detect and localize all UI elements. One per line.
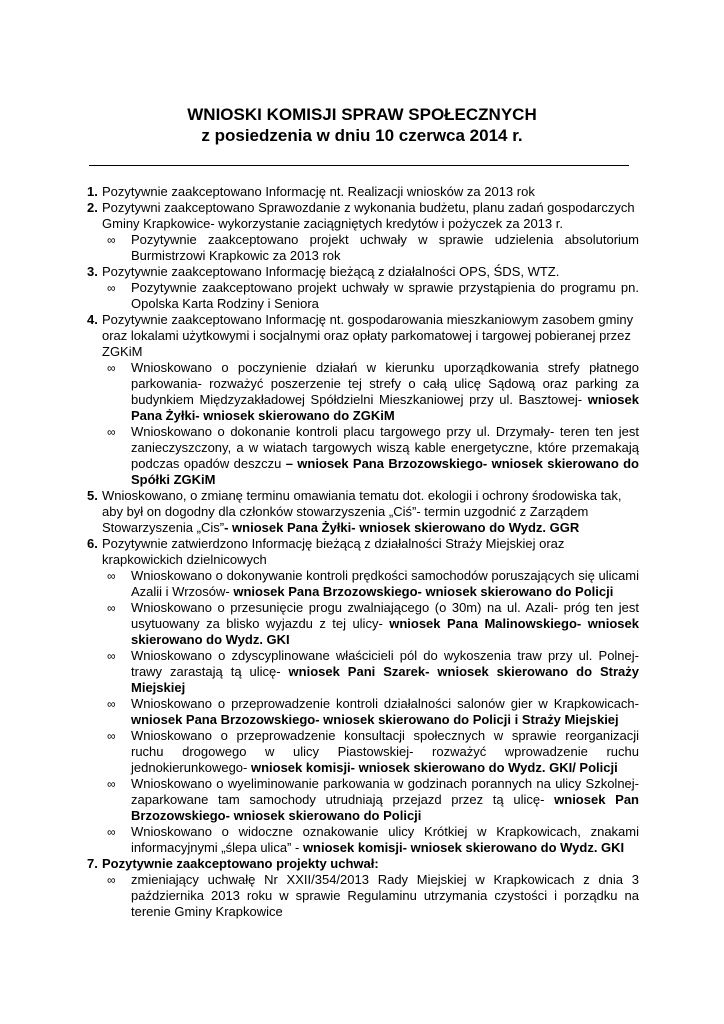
- sub-item: [87, 728, 639, 776]
- title-line-1: WNIOSKI KOMISJI SPRAW SPOŁECZNYCH: [187, 105, 537, 124]
- item-number: 2.: [87, 200, 98, 215]
- sub-item-conclusion: wniosek Pan Brzozowskiego- wniosek skierowano do Policji: [131, 792, 639, 823]
- item-body: Pozytywnie zaakceptowano Informację nt. Realizacji wniosków za 2013 rok: [102, 184, 535, 199]
- item-text: [102, 312, 639, 360]
- item-number: 5.: [87, 488, 98, 503]
- sub-item-body: Pozytywnie zaakceptowano projekt uchwały w sprawie udzielenia absolutorium Burmistrzowi Krapkowic za 2013 rok: [131, 232, 639, 263]
- infinity-bullet-icon: ∞: [107, 233, 116, 247]
- item-body: Wnioskowano, o zmianę terminu omawiania tematu dot. ekologii i ochrony środowiska tak, aby był on dogodny dla członków stowarzyszenia „Ciś”- termin uzgodnić z Zarządem Stowarzyszenia „Cis”: [102, 488, 622, 535]
- item-body: Pozytywni zaakceptowano Sprawozdanie z wykonania budżetu, planu zadań gospodarczych Gminy Krapkowice- wykorzystanie zaciągniętych kredytów i pożyczek za 2013 r.: [102, 200, 635, 231]
- item-number: 6.: [87, 536, 98, 551]
- item-text: [102, 856, 639, 872]
- infinity-bullet-icon: ∞: [107, 569, 116, 583]
- sub-item: [87, 776, 639, 824]
- list-item: [87, 488, 639, 536]
- infinity-bullet-icon: ∞: [107, 649, 116, 663]
- sub-item: [87, 824, 639, 856]
- sub-item-conclusion: wniosek Pana Brzozowskiego- wniosek skierowano do Policji: [233, 584, 614, 599]
- list-item: [87, 200, 639, 232]
- sub-item-conclusion: wniosek komisji- wniosek skierowano do Wydz. GKI/ Policji: [250, 760, 618, 775]
- motions-list: [87, 184, 639, 920]
- sub-item: [87, 568, 639, 600]
- list-item: [87, 856, 639, 872]
- sub-item-text: [131, 824, 639, 856]
- sub-item-text: [131, 696, 639, 728]
- sub-item-body: Wnioskowano o poczynienie działań w kierunku uporządkowania strefy płatnego parkowania- rozważyć poszerzenie tej strefy o całą ulicę Sądową oraz parking za budynkiem Międzyzakładowej Spółdzielni Mieszkaniowej przy ul. Basztowej-: [131, 360, 639, 407]
- item-number: 3.: [87, 264, 98, 279]
- sub-item-body: Pozytywnie zaakceptowano projekt uchwały w sprawie przystąpienia do programu pn. Opolska Karta Rodziny i Seniora: [131, 280, 639, 311]
- item-number: 4.: [87, 312, 98, 327]
- sub-item-text: [131, 568, 639, 600]
- item-body: Pozytywnie zaakceptowano Informację bieżącą z działalności OPS, ŚDS, WTZ.: [102, 264, 560, 279]
- infinity-bullet-icon: ∞: [107, 697, 116, 711]
- sub-item-body: Wnioskowano o widoczne oznakowanie ulicy Krótkiej w Krapkowicach, znakami informacyjnymi „ślepa ulica” -: [131, 824, 639, 855]
- item-text: [102, 536, 639, 568]
- sub-item-conclusion: wniosek Pani Szarek- wniosek skierowano do Straży Miejskiej: [131, 664, 639, 695]
- list-item: [87, 264, 639, 280]
- item-conclusion: - wniosek Pana Żyłki- wniosek skierowano do Wydz. GGR: [224, 520, 580, 535]
- infinity-bullet-icon: ∞: [107, 729, 116, 743]
- title-underline: [89, 165, 629, 166]
- sub-item-text: [131, 648, 639, 696]
- sub-item-body: Wnioskowano o dokonywanie kontroli prędkości samochodów poruszających się ulicami Azalii i Wrzosów-: [131, 568, 639, 599]
- sub-item-conclusion: – wniosek Pana Brzozowskiego- wniosek skierowano do Spółki ZGKiM: [131, 456, 639, 487]
- sub-item: [87, 424, 639, 488]
- infinity-bullet-icon: ∞: [107, 425, 116, 439]
- infinity-bullet-icon: ∞: [107, 361, 116, 375]
- list-item: [87, 184, 639, 200]
- sub-item-text: [131, 280, 639, 312]
- sub-item-text: [131, 776, 639, 824]
- item-text: [102, 264, 639, 280]
- list-item: [87, 536, 639, 568]
- infinity-bullet-icon: ∞: [107, 873, 116, 887]
- title-line-2: z posiedzenia w dniu 10 czerwca 2014 r.: [201, 126, 523, 145]
- sub-item-body: zmieniający uchwałę Nr XXII/354/2013 Rady Miejskiej w Krapkowicach z dnia 3 października 2013 roku w sprawie Regulaminu utrzymania czystości i porządku na terenie Gminy Krapkowice: [131, 872, 639, 919]
- sub-item: [87, 232, 639, 264]
- sub-item-body: Wnioskowano o przeprowadzenie kontroli działalności salonów gier w Krapkowicach-: [131, 696, 639, 711]
- infinity-bullet-icon: ∞: [107, 825, 116, 839]
- sub-item-body: Wnioskowano o dokonanie kontroli placu targowego przy ul. Drzymały- teren ten jest zanieczyszczony, a w wiatach targowych wiszą kable energetyczne, które przemakają podczas opadów deszczu: [131, 424, 639, 471]
- infinity-bullet-icon: ∞: [107, 777, 116, 791]
- sub-item-conclusion: wniosek Pana Malinowskiego- wniosek skierowano do Wydz. GKI: [131, 616, 639, 647]
- sub-item: [87, 360, 639, 424]
- item-body: Pozytywnie zatwierdzono Informację bieżącą z działalności Straży Miejskiej oraz krapkowickich dzielnicowych: [102, 536, 565, 567]
- sub-item-body: Wnioskowano o przeprowadzenie konsultacji społecznych w sprawie reorganizacji ruchu drogowego w ulicy Piastowskiej- rozważyć wprowadzenie ruchu jednokierunkowego-: [131, 728, 639, 775]
- sub-item: [87, 648, 639, 696]
- list-item: [87, 312, 639, 360]
- sub-item-text: [131, 872, 639, 920]
- item-number: 1.: [87, 184, 98, 199]
- infinity-bullet-icon: ∞: [107, 281, 116, 295]
- sub-item-body: Wnioskowano o zdyscyplinowane właścicieli pól do wykoszenia traw przy ul. Polnej- trawy zarastają tą ulicę-: [131, 648, 639, 679]
- sub-item-conclusion: wniosek komisji- wniosek skierowano do Wydz. GKI: [302, 840, 625, 855]
- item-text: [102, 200, 639, 232]
- item-body: Pozytywnie zaakceptowano Informację nt. gospodarowania mieszkaniowym zasobem gminy oraz lokalami użytkowymi i socjalnymi oraz opłaty parkomatowej i targowej pobieranej przez ZGKiM: [102, 312, 634, 359]
- sub-item-text: [131, 360, 639, 424]
- sub-item: [87, 696, 639, 728]
- sub-item-conclusion: wniosek Pana Brzozowskiego- wniosek skierowano do Policji i Straży Miejskiej: [131, 712, 619, 727]
- sub-item: [87, 872, 639, 920]
- item-number: 7.: [87, 856, 98, 871]
- sub-item-text: [131, 232, 639, 264]
- sub-item-text: [131, 728, 639, 776]
- document-title: [0, 104, 724, 146]
- sub-item-body: Wnioskowano o wyeliminowanie parkowania w godzinach porannych na ulicy Szkolnej- zaparkowane tam samochody utrudniają przejazd przez tą ulicę-: [131, 776, 639, 807]
- sub-item-text: [131, 600, 639, 648]
- infinity-bullet-icon: ∞: [107, 601, 116, 615]
- sub-item: [87, 600, 639, 648]
- item-text: [102, 184, 639, 200]
- sub-item: [87, 280, 639, 312]
- item-body: Pozytywnie zaakceptowano projekty uchwał:: [102, 856, 379, 871]
- item-text: [102, 488, 639, 536]
- sub-item-body: Wnioskowano o przesunięcie progu zwalniającego (o 30m) na ul. Azali- próg ten jest usytuowany za blisko wyjazdu z tej ulicy-: [131, 600, 639, 631]
- sub-item-text: [131, 424, 639, 488]
- sub-item-conclusion: wniosek Pana Żyłki- wniosek skierowano do ZGKiM: [131, 392, 639, 423]
